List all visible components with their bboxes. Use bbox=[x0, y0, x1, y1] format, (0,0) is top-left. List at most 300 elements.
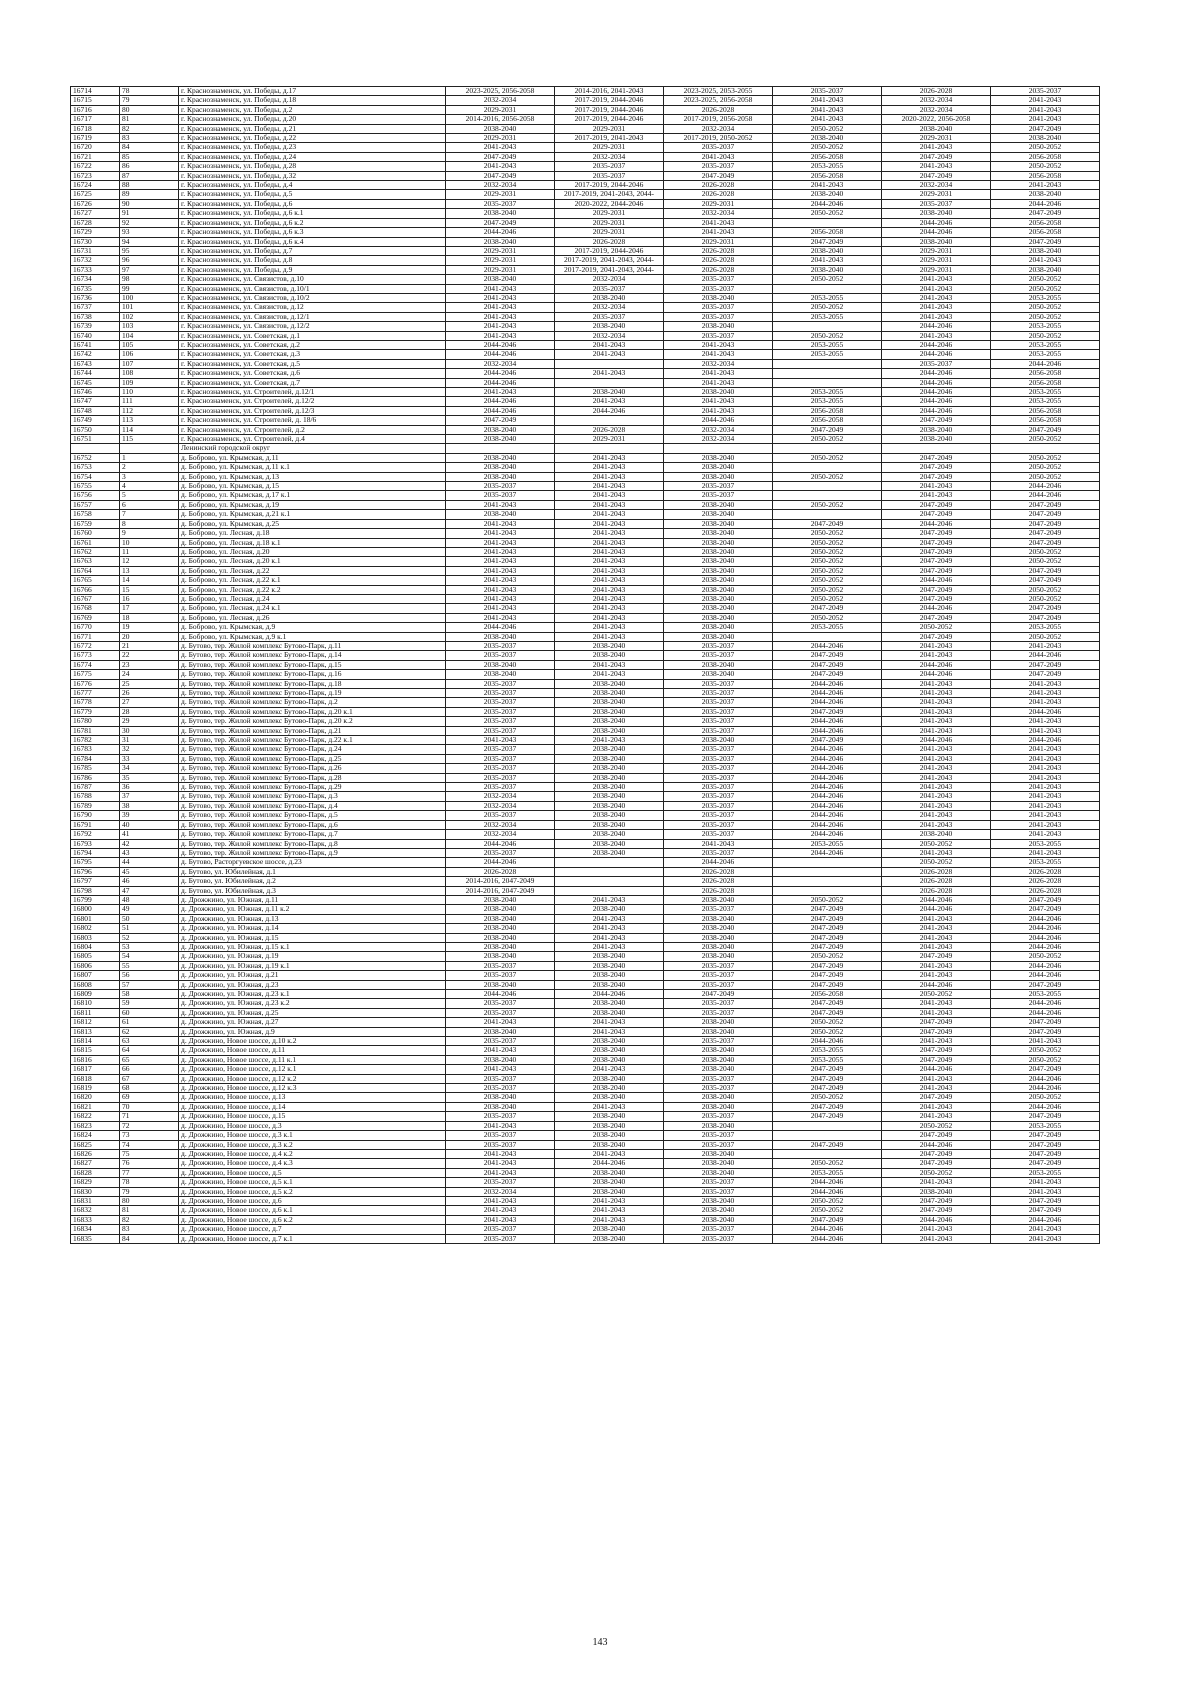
period-5-cell: 2029-2031 bbox=[882, 190, 991, 199]
period-2-cell: 2041-2043 bbox=[555, 472, 664, 481]
record-id-cell: 16736 bbox=[71, 293, 120, 302]
address-cell: д. Боброво, ул. Крымская, д.15 bbox=[179, 482, 446, 491]
item-number-cell: 44 bbox=[120, 858, 179, 867]
period-5-cell: 2026-2028 bbox=[882, 886, 991, 895]
period-1-cell: 2038-2040 bbox=[446, 435, 555, 444]
period-5-cell: 2041-2043 bbox=[882, 848, 991, 857]
period-6-cell: 2053-2055 bbox=[991, 839, 1100, 848]
period-2-cell: 2017-2019, 2041-2043, 2044- bbox=[555, 256, 664, 265]
period-6-cell: 2041-2043 bbox=[991, 1187, 1100, 1196]
period-2-cell: 2041-2043 bbox=[555, 350, 664, 359]
address-cell: д. Бутово, тер. Жилой комплекс Бутово-Парк, д.28 bbox=[179, 773, 446, 782]
period-3-cell: 2038-2040 bbox=[664, 933, 773, 942]
address-cell: д. Дрожжино, Новое шоссе, д.11 bbox=[179, 1046, 446, 1055]
address-cell: д. Боброво, ул. Крымская, д.11 к.1 bbox=[179, 463, 446, 472]
period-4-cell: 2047-2049 bbox=[773, 924, 882, 933]
period-3-cell: 2035-2037 bbox=[664, 651, 773, 660]
period-3-cell: 2038-2040 bbox=[664, 952, 773, 961]
period-1-cell: 2032-2034 bbox=[446, 181, 555, 190]
period-6-cell: 2050-2052 bbox=[991, 585, 1100, 594]
period-5-cell: 2041-2043 bbox=[882, 698, 991, 707]
item-number-cell: 75 bbox=[120, 1149, 179, 1158]
record-id-cell: 16762 bbox=[71, 547, 120, 556]
period-6-cell: 2050-2052 bbox=[991, 435, 1100, 444]
period-2-cell: 2038-2040 bbox=[555, 1225, 664, 1234]
period-2-cell: 2038-2040 bbox=[555, 820, 664, 829]
period-2-cell: 2038-2040 bbox=[555, 783, 664, 792]
period-4-cell bbox=[773, 886, 882, 895]
period-4-cell: 2044-2046 bbox=[773, 1037, 882, 1046]
table-row bbox=[71, 322, 1100, 331]
item-number-cell: 35 bbox=[120, 773, 179, 782]
period-2-cell: 2029-2031 bbox=[555, 124, 664, 133]
period-2-cell bbox=[555, 359, 664, 368]
record-id-cell: 16809 bbox=[71, 990, 120, 999]
period-6-cell: 2050-2052 bbox=[991, 284, 1100, 293]
period-4-cell: 2041-2043 bbox=[773, 256, 882, 265]
table-row bbox=[71, 651, 1100, 660]
period-6-cell: 2050-2052 bbox=[991, 952, 1100, 961]
table-row bbox=[71, 115, 1100, 124]
period-6-cell: 2056-2058 bbox=[991, 171, 1100, 180]
period-3-cell: 2038-2040 bbox=[664, 388, 773, 397]
address-cell: г. Краснознаменск, ул. Строителей, д.12/1 bbox=[179, 388, 446, 397]
address-cell: д. Бутово, тер. Жилой комплекс Бутово-Парк, д.2 bbox=[179, 698, 446, 707]
period-1-cell: 2032-2034 bbox=[446, 801, 555, 810]
period-5-cell: 2041-2043 bbox=[882, 331, 991, 340]
address-cell: д. Боброво, ул. Крымская, д.17 к.1 bbox=[179, 491, 446, 500]
period-5-cell: 2041-2043 bbox=[882, 707, 991, 716]
period-1-cell: 2035-2037 bbox=[446, 773, 555, 782]
period-4-cell: 2050-2052 bbox=[773, 613, 882, 622]
period-4-cell: 2047-2049 bbox=[773, 604, 882, 613]
period-6-cell: 2047-2049 bbox=[991, 500, 1100, 509]
period-5-cell: 2044-2046 bbox=[882, 406, 991, 415]
period-6-cell: 2041-2043 bbox=[991, 1178, 1100, 1187]
period-6-cell: 2050-2052 bbox=[991, 331, 1100, 340]
table-row bbox=[71, 764, 1100, 773]
period-2-cell: 2041-2043 bbox=[555, 547, 664, 556]
period-4-cell: 2044-2046 bbox=[773, 848, 882, 857]
period-4-cell: 2047-2049 bbox=[773, 1102, 882, 1111]
item-number-cell: 6 bbox=[120, 500, 179, 509]
period-2-cell: 2038-2040 bbox=[555, 839, 664, 848]
address-cell: д. Боброво, ул. Лесная, д.22 к.2 bbox=[179, 585, 446, 594]
period-4-cell: 2038-2040 bbox=[773, 246, 882, 255]
period-6-cell: 2041-2043 bbox=[991, 811, 1100, 820]
period-4-cell bbox=[773, 1131, 882, 1140]
record-id-cell: 16739 bbox=[71, 322, 120, 331]
item-number-cell: 42 bbox=[120, 839, 179, 848]
address-cell: д. Дрожжино, Новое шоссе, д.3 bbox=[179, 1121, 446, 1130]
address-cell: г. Краснознаменск, ул. Победы, д.6 к.4 bbox=[179, 237, 446, 246]
period-2-cell: 2038-2040 bbox=[555, 1140, 664, 1149]
period-3-cell: 2035-2037 bbox=[664, 811, 773, 820]
period-3-cell: 2035-2037 bbox=[664, 143, 773, 152]
period-2-cell: 2041-2043 bbox=[555, 895, 664, 904]
period-4-cell: 2050-2052 bbox=[773, 435, 882, 444]
item-number-cell: 87 bbox=[120, 171, 179, 180]
period-4-cell: 2044-2046 bbox=[773, 792, 882, 801]
record-id-cell: 16792 bbox=[71, 830, 120, 839]
period-5-cell: 2041-2043 bbox=[882, 924, 991, 933]
item-number-cell: 33 bbox=[120, 754, 179, 763]
period-1-cell: 2041-2043 bbox=[446, 1159, 555, 1168]
period-1-cell: 2038-2040 bbox=[446, 209, 555, 218]
item-number-cell: 11 bbox=[120, 547, 179, 556]
period-5-cell: 2041-2043 bbox=[882, 284, 991, 293]
period-5-cell: 2050-2052 bbox=[882, 1168, 991, 1177]
period-3-cell: 2038-2040 bbox=[664, 623, 773, 632]
address-cell: д. Дрожжино, Новое шоссе, д.12 к.1 bbox=[179, 1065, 446, 1074]
period-3-cell: 2038-2040 bbox=[664, 547, 773, 556]
item-number-cell: 77 bbox=[120, 1168, 179, 1177]
item-number-cell: 36 bbox=[120, 783, 179, 792]
period-1-cell: 2038-2040 bbox=[446, 670, 555, 679]
period-4-cell bbox=[773, 378, 882, 387]
item-number-cell: 17 bbox=[120, 604, 179, 613]
item-number-cell: 94 bbox=[120, 237, 179, 246]
period-4-cell: 2044-2046 bbox=[773, 811, 882, 820]
table-row bbox=[71, 698, 1100, 707]
table-row bbox=[71, 585, 1100, 594]
item-number-cell: 81 bbox=[120, 115, 179, 124]
table-row bbox=[71, 726, 1100, 735]
period-6-cell: 2038-2040 bbox=[991, 246, 1100, 255]
period-3-cell: 2035-2037 bbox=[664, 689, 773, 698]
period-4-cell: 2044-2046 bbox=[773, 641, 882, 650]
period-6-cell: 2050-2052 bbox=[991, 1046, 1100, 1055]
item-number-cell: 51 bbox=[120, 924, 179, 933]
period-1-cell: 2038-2040 bbox=[446, 275, 555, 284]
period-2-cell: 2041-2043 bbox=[555, 369, 664, 378]
period-6-cell: 2047-2049 bbox=[991, 510, 1100, 519]
table-row bbox=[71, 331, 1100, 340]
period-2-cell: 2038-2040 bbox=[555, 754, 664, 763]
period-2-cell: 2041-2043 bbox=[555, 397, 664, 406]
period-3-cell: 2029-2031 bbox=[664, 237, 773, 246]
period-5-cell: 2041-2043 bbox=[882, 312, 991, 321]
period-6-cell: 2044-2046 bbox=[991, 1084, 1100, 1093]
table-row bbox=[71, 1093, 1100, 1102]
period-1-cell: 2035-2037 bbox=[446, 1074, 555, 1083]
period-3-cell: 2032-2034 bbox=[664, 425, 773, 434]
period-5-cell: 2047-2049 bbox=[882, 1159, 991, 1168]
record-id-cell: 16728 bbox=[71, 218, 120, 227]
address-cell: д. Дрожжино, ул. Южная, д.27 bbox=[179, 1018, 446, 1027]
period-3-cell: 2035-2037 bbox=[664, 482, 773, 491]
item-number-cell: 45 bbox=[120, 867, 179, 876]
record-id-cell: 16795 bbox=[71, 858, 120, 867]
table-row bbox=[71, 359, 1100, 368]
table-row bbox=[71, 218, 1100, 227]
address-cell: д. Дрожжино, ул. Южная, д.11 к.2 bbox=[179, 905, 446, 914]
table-row bbox=[71, 463, 1100, 472]
item-number-cell: 18 bbox=[120, 613, 179, 622]
period-5-cell: 2050-2052 bbox=[882, 839, 991, 848]
period-2-cell: 2038-2040 bbox=[555, 971, 664, 980]
item-number-cell: 7 bbox=[120, 510, 179, 519]
record-id-cell: 16782 bbox=[71, 736, 120, 745]
period-5-cell: 2041-2043 bbox=[882, 641, 991, 650]
period-6-cell: 2047-2049 bbox=[991, 237, 1100, 246]
period-1-cell: 2041-2043 bbox=[446, 303, 555, 312]
period-2-cell: 2041-2043 bbox=[555, 510, 664, 519]
table-row bbox=[71, 293, 1100, 302]
address-cell: д. Боброво, ул. Крымская, д.9 bbox=[179, 623, 446, 632]
item-number-cell: 31 bbox=[120, 736, 179, 745]
period-2-cell: 2041-2043 bbox=[555, 1065, 664, 1074]
period-3-cell: 2035-2037 bbox=[664, 312, 773, 321]
period-2-cell bbox=[555, 378, 664, 387]
period-1-cell: 2044-2046 bbox=[446, 350, 555, 359]
table-row bbox=[71, 689, 1100, 698]
item-number-cell: 54 bbox=[120, 952, 179, 961]
address-cell: г. Краснознаменск, ул. Победы, д.5 bbox=[179, 190, 446, 199]
period-4-cell: 2047-2049 bbox=[773, 971, 882, 980]
period-2-cell: 2017-2019, 2044-2046 bbox=[555, 105, 664, 114]
table-row bbox=[71, 105, 1100, 114]
period-1-cell: 2047-2049 bbox=[446, 218, 555, 227]
period-4-cell: 2050-2052 bbox=[773, 585, 882, 594]
period-5-cell: 2041-2043 bbox=[882, 754, 991, 763]
period-6-cell: 2041-2043 bbox=[991, 1037, 1100, 1046]
period-3-cell: 2035-2037 bbox=[664, 905, 773, 914]
record-id-cell: 16734 bbox=[71, 275, 120, 284]
table-row bbox=[71, 971, 1100, 980]
period-5-cell: 2047-2049 bbox=[882, 1206, 991, 1215]
period-2-cell: 2041-2043 bbox=[555, 1102, 664, 1111]
period-4-cell bbox=[773, 510, 882, 519]
address-cell: г. Краснознаменск, ул. Связистов, д.12 bbox=[179, 303, 446, 312]
period-6-cell: 2047-2049 bbox=[991, 604, 1100, 613]
address-cell: Ленинский городской округ bbox=[179, 444, 446, 453]
period-5-cell: 2041-2043 bbox=[882, 792, 991, 801]
period-4-cell: 2053-2055 bbox=[773, 623, 882, 632]
period-1-cell: 2035-2037 bbox=[446, 1084, 555, 1093]
table-row bbox=[71, 162, 1100, 171]
period-3-cell: 2035-2037 bbox=[664, 1225, 773, 1234]
period-5-cell: 2038-2040 bbox=[882, 124, 991, 133]
period-2-cell: 2038-2040 bbox=[555, 801, 664, 810]
period-1-cell: 2047-2049 bbox=[446, 416, 555, 425]
table-row bbox=[71, 1008, 1100, 1017]
period-2-cell: 2041-2043 bbox=[555, 613, 664, 622]
period-5-cell: 2032-2034 bbox=[882, 96, 991, 105]
item-number-cell: 91 bbox=[120, 209, 179, 218]
address-cell: д. Дрожжино, Новое шоссе, д.3 к.1 bbox=[179, 1131, 446, 1140]
period-6-cell: 2041-2043 bbox=[991, 698, 1100, 707]
address-cell: г. Краснознаменск, ул. Победы, д.22 bbox=[179, 134, 446, 143]
item-number-cell: 68 bbox=[120, 1084, 179, 1093]
item-number-cell: 65 bbox=[120, 1055, 179, 1064]
period-6-cell: 2047-2049 bbox=[991, 670, 1100, 679]
period-2-cell: 2038-2040 bbox=[555, 1055, 664, 1064]
period-5-cell: 2044-2046 bbox=[882, 397, 991, 406]
address-cell: д. Дрожжино, ул. Южная, д.15 bbox=[179, 933, 446, 942]
period-1-cell: 2038-2040 bbox=[446, 924, 555, 933]
record-id-cell: 16788 bbox=[71, 792, 120, 801]
period-3-cell: 2035-2037 bbox=[664, 1084, 773, 1093]
period-1-cell: 2035-2037 bbox=[446, 689, 555, 698]
address-cell: д. Дрожжино, Новое шоссе, д.6 к.1 bbox=[179, 1206, 446, 1215]
period-5-cell: 2026-2028 bbox=[882, 867, 991, 876]
address-cell: д. Дрожжино, Новое шоссе, д.3 к.2 bbox=[179, 1140, 446, 1149]
period-2-cell: 2044-2046 bbox=[555, 1159, 664, 1168]
record-id-cell: 16730 bbox=[71, 237, 120, 246]
address-cell: г. Краснознаменск, ул. Победы, д.24 bbox=[179, 152, 446, 161]
period-1-cell: 2041-2043 bbox=[446, 1168, 555, 1177]
period-1-cell: 2038-2040 bbox=[446, 510, 555, 519]
period-3-cell: 2026-2028 bbox=[664, 105, 773, 114]
period-1-cell: 2041-2043 bbox=[446, 500, 555, 509]
period-4-cell bbox=[773, 284, 882, 293]
period-1-cell: 2047-2049 bbox=[446, 171, 555, 180]
period-2-cell: 2041-2043 bbox=[555, 660, 664, 669]
period-4-cell: 2050-2052 bbox=[773, 576, 882, 585]
record-id-cell: 16776 bbox=[71, 679, 120, 688]
period-5-cell: 2044-2046 bbox=[882, 378, 991, 387]
item-number-cell: 38 bbox=[120, 801, 179, 810]
record-id-cell: 16834 bbox=[71, 1225, 120, 1234]
record-id-cell: 16748 bbox=[71, 406, 120, 415]
table-row bbox=[71, 1215, 1100, 1224]
address-cell: г. Краснознаменск, ул. Победы, д.8 bbox=[179, 256, 446, 265]
table-row bbox=[71, 1187, 1100, 1196]
item-number-cell bbox=[120, 444, 179, 453]
period-2-cell: 2041-2043 bbox=[555, 1027, 664, 1036]
period-6-cell: 2047-2049 bbox=[991, 1196, 1100, 1205]
period-6-cell: 2050-2052 bbox=[991, 303, 1100, 312]
period-5-cell: 2041-2043 bbox=[882, 1037, 991, 1046]
period-2-cell: 2017-2019, 2044-2046 bbox=[555, 181, 664, 190]
item-number-cell: 62 bbox=[120, 1027, 179, 1036]
period-4-cell: 2038-2040 bbox=[773, 134, 882, 143]
period-3-cell: 2035-2037 bbox=[664, 1008, 773, 1017]
period-5-cell: 2029-2031 bbox=[882, 265, 991, 274]
period-6-cell: 2047-2049 bbox=[991, 1027, 1100, 1036]
table-row bbox=[71, 397, 1100, 406]
item-number-cell: 109 bbox=[120, 378, 179, 387]
period-3-cell: 2035-2037 bbox=[664, 980, 773, 989]
item-number-cell: 25 bbox=[120, 679, 179, 688]
period-4-cell: 2056-2058 bbox=[773, 990, 882, 999]
period-1-cell: 2035-2037 bbox=[446, 491, 555, 500]
record-id-cell: 16722 bbox=[71, 162, 120, 171]
table-row bbox=[71, 1225, 1100, 1234]
period-1-cell: 2038-2040 bbox=[446, 660, 555, 669]
period-2-cell: 2038-2040 bbox=[555, 952, 664, 961]
period-5-cell: 2041-2043 bbox=[882, 1225, 991, 1234]
period-4-cell bbox=[773, 867, 882, 876]
period-6-cell: 2041-2043 bbox=[991, 256, 1100, 265]
table-row bbox=[71, 604, 1100, 613]
table-row bbox=[71, 1027, 1100, 1036]
table-row bbox=[71, 275, 1100, 284]
period-5-cell: 2044-2046 bbox=[882, 604, 991, 613]
period-1-cell: 2035-2037 bbox=[446, 999, 555, 1008]
period-6-cell: 2044-2046 bbox=[991, 359, 1100, 368]
record-id-cell: 16750 bbox=[71, 425, 120, 434]
period-3-cell: 2038-2040 bbox=[664, 632, 773, 641]
table-row bbox=[71, 895, 1100, 904]
period-2-cell: 2017-2019, 2044-2046 bbox=[555, 115, 664, 124]
period-1-cell: 2041-2043 bbox=[446, 331, 555, 340]
period-2-cell: 2041-2043 bbox=[555, 576, 664, 585]
period-1-cell: 2032-2034 bbox=[446, 96, 555, 105]
item-number-cell: 79 bbox=[120, 96, 179, 105]
period-5-cell: 2044-2046 bbox=[882, 388, 991, 397]
address-cell: д. Дрожжино, ул. Южная, д.21 bbox=[179, 971, 446, 980]
table-row bbox=[71, 1149, 1100, 1158]
period-3-cell: 2032-2034 bbox=[664, 435, 773, 444]
period-4-cell bbox=[773, 858, 882, 867]
period-3-cell: 2038-2040 bbox=[664, 914, 773, 923]
address-cell: д. Бутово, ул. Юбилейная, д.2 bbox=[179, 877, 446, 886]
record-id-cell: 16821 bbox=[71, 1102, 120, 1111]
period-4-cell: 2047-2049 bbox=[773, 961, 882, 970]
record-id-cell: 16833 bbox=[71, 1215, 120, 1224]
period-3-cell: 2038-2040 bbox=[664, 557, 773, 566]
record-id-cell: 16799 bbox=[71, 895, 120, 904]
item-number-cell: 73 bbox=[120, 1131, 179, 1140]
period-1-cell: 2026-2028 bbox=[446, 867, 555, 876]
period-6-cell: 2053-2055 bbox=[991, 293, 1100, 302]
period-4-cell: 2050-2052 bbox=[773, 275, 882, 284]
period-4-cell: 2050-2052 bbox=[773, 143, 882, 152]
period-5-cell: 2044-2046 bbox=[882, 350, 991, 359]
record-id-cell: 16800 bbox=[71, 905, 120, 914]
table-row bbox=[71, 1055, 1100, 1064]
item-number-cell: 83 bbox=[120, 1225, 179, 1234]
period-2-cell: 2029-2031 bbox=[555, 435, 664, 444]
period-5-cell: 2047-2049 bbox=[882, 538, 991, 547]
address-cell: д. Бутово, тер. Жилой комплекс Бутово-Парк, д.20 к.1 bbox=[179, 707, 446, 716]
item-number-cell: 53 bbox=[120, 942, 179, 951]
table-row bbox=[71, 1084, 1100, 1093]
period-5-cell: 2041-2043 bbox=[882, 162, 991, 171]
item-number-cell: 27 bbox=[120, 698, 179, 707]
period-6-cell: 2041-2043 bbox=[991, 641, 1100, 650]
period-4-cell: 2050-2052 bbox=[773, 453, 882, 462]
period-1-cell: 2041-2043 bbox=[446, 293, 555, 302]
table-row bbox=[71, 783, 1100, 792]
record-id-cell: 16807 bbox=[71, 971, 120, 980]
record-id-cell: 16816 bbox=[71, 1055, 120, 1064]
period-5-cell: 2044-2046 bbox=[882, 218, 991, 227]
period-1-cell: 2029-2031 bbox=[446, 190, 555, 199]
period-2-cell: 2032-2034 bbox=[555, 303, 664, 312]
period-3-cell: 2035-2037 bbox=[664, 679, 773, 688]
period-2-cell: 2038-2040 bbox=[555, 1008, 664, 1017]
period-2-cell: 2041-2043 bbox=[555, 538, 664, 547]
address-cell: д. Дрожжино, Новое шоссе, д.7 к.1 bbox=[179, 1234, 446, 1243]
period-5-cell: 2044-2046 bbox=[882, 369, 991, 378]
period-4-cell: 2050-2052 bbox=[773, 500, 882, 509]
record-id-cell: 16720 bbox=[71, 143, 120, 152]
period-3-cell: 2026-2028 bbox=[664, 190, 773, 199]
period-3-cell: 2035-2037 bbox=[664, 971, 773, 980]
address-cell: д. Бутово, тер. Жилой комплекс Бутово-Парк, д.16 bbox=[179, 670, 446, 679]
period-1-cell: 2041-2043 bbox=[446, 1196, 555, 1205]
period-4-cell bbox=[773, 1121, 882, 1130]
address-cell: д. Бутово, тер. Жилой комплекс Бутово-Парк, д.22 к.1 bbox=[179, 736, 446, 745]
table-row bbox=[71, 416, 1100, 425]
period-2-cell: 2035-2037 bbox=[555, 171, 664, 180]
period-3-cell: 2038-2040 bbox=[664, 670, 773, 679]
address-cell: г. Краснознаменск, ул. Победы, д.23 bbox=[179, 143, 446, 152]
table-row bbox=[71, 350, 1100, 359]
